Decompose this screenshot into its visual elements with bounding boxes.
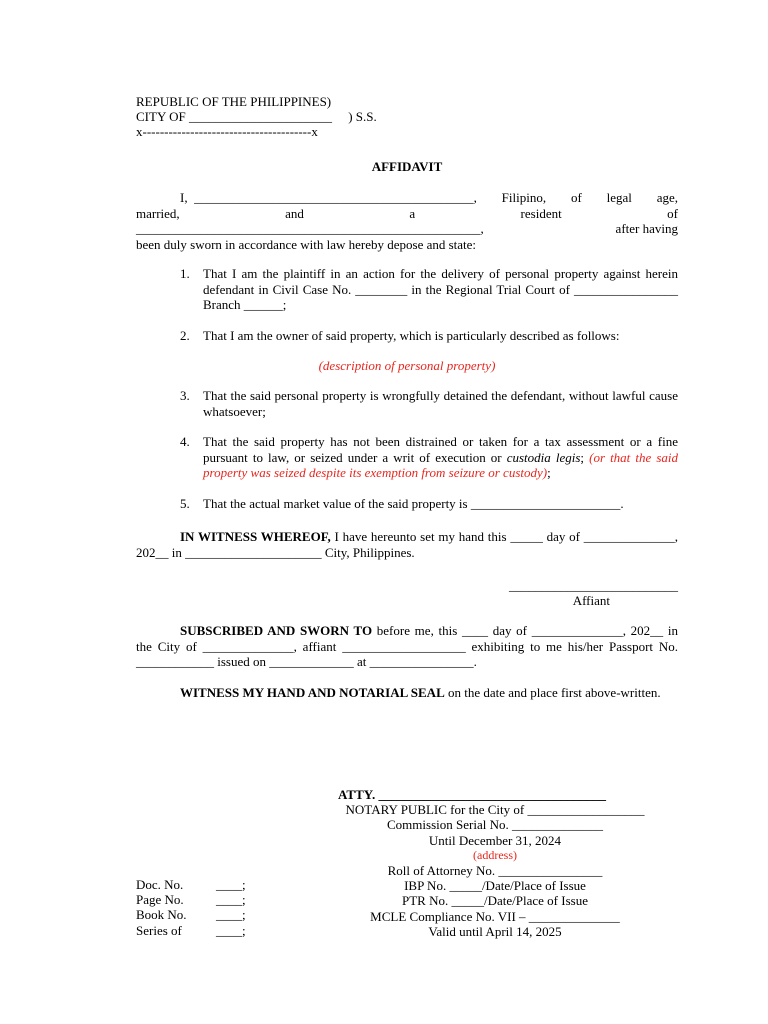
statement-item: 5. That the actual market value of the said property is _______________________.: [180, 495, 624, 511]
commission-line: Commission Serial No. ______________: [387, 817, 603, 833]
doc-info-row: Series of ____;: [136, 922, 246, 938]
republic-line: REPUBLIC OF THE PHILIPPINES): [136, 94, 332, 109]
intro-line-3: _____________________________________________________, after having: [136, 221, 678, 236]
intro-line-4: been duly sworn in accordance with law hereby depose and state:: [136, 236, 477, 252]
description-placeholder: (description of personal property): [318, 358, 496, 373]
roll-line: Roll of Attorney No. ________________: [387, 863, 603, 879]
statement-item: 4. That the said property has not been distrained or taken for a tax assessment or a fine pursuant to law, or seized under a writ of execution or custodia legis; (or that the said property was seized despite its exemption from seizure or custody);: [180, 434, 679, 480]
statement-item: 1. That I am the plaintiff in an action for the delivery of personal property against herein defendant in Civil Case No. ________ in the Regional Trial Court of ________________ Branch ______;: [180, 266, 678, 312]
separator-line: x---------------------------------------x: [136, 124, 318, 139]
intro-paragraph: [136, 190, 678, 252]
notarial-seal-paragraph: WITNESS MY HAND AND NOTARIAL SEAL on the date and place first above-written.: [180, 684, 661, 700]
document-title: AFFIDAVIT: [371, 159, 443, 174]
affiant-label: Affiant: [572, 593, 610, 608]
description-placeholder-row: [136, 358, 678, 373]
notary-public-line: NOTARY PUBLIC for the City of __________________: [345, 802, 645, 818]
statement-item: 3. That the said personal property is wrongfully detained the defendant, without lawful cause whatsoever;: [180, 388, 678, 419]
affiant-signature-block: [136, 578, 678, 608]
subscribed-paragraph: SUBSCRIBED AND SWORN TO before me, this ____ day of ______________, 202__ in the City of ______________, affiant ___________________ exhibiting to me his/her Passport No. ____________ issued on _____________ at ________________.: [136, 623, 678, 669]
intro-line-2: married, and a resident of: [136, 205, 678, 221]
document-header: [136, 94, 678, 139]
until-line: Until December 31, 2024: [428, 832, 562, 848]
valid-line: Valid until April 14, 2025: [428, 923, 562, 939]
doc-info-row: Book No. ____;: [136, 907, 246, 923]
doc-info-row: Page No. ____;: [136, 892, 246, 908]
intro-line-1: I, ___________________________________________, Filipino, of legal age,: [180, 190, 678, 205]
doc-info-block: [136, 877, 246, 938]
address-placeholder: (address): [473, 847, 517, 862]
doc-info-row: Doc. No. ____;: [136, 877, 246, 892]
affiant-signature-line: __________________________: [509, 578, 678, 593]
affidavit-document: [136, 94, 679, 939]
witness-paragraph: IN WITNESS WHEREOF, I have hereunto set my hand this _____ day of ______________, 202__ in _____________________ City, Philippines.: [136, 529, 678, 560]
ptr-line: PTR No. _____/Date/Place of Issue: [402, 893, 588, 909]
statement-list: [136, 266, 678, 511]
atty-line: ATTY. ___________________________________: [338, 787, 606, 802]
ibp-line: IBP No. _____/Date/Place of Issue: [404, 878, 586, 894]
notary-block: [312, 787, 678, 939]
statement-item: 2. That I am the owner of said property, which is particularly described as follows:: [180, 327, 620, 343]
city-line: CITY OF ______________________ ) S.S.: [136, 109, 377, 124]
mcle-line: MCLE Compliance No. VII – ______________: [370, 908, 620, 924]
